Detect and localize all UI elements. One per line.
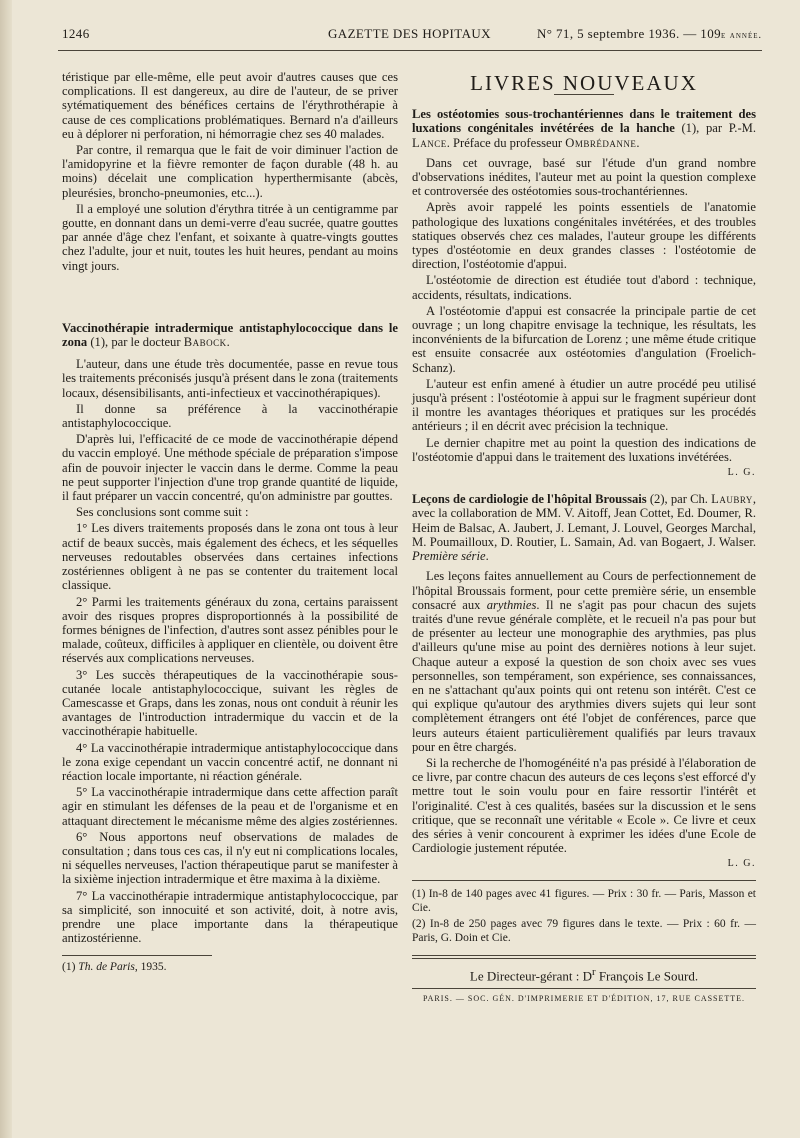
paragraph: Dans cet ouvrage, basé sur l'étude d'un grand nombre d'observations inédites, l'auteur met au point la question complexe et controversée des ostéotomies sous-trochantériennes. bbox=[412, 155, 756, 199]
paragraph: L'auteur, dans une étude très documentée, passe en revue tous les traitements préconisés jusqu'à présent dans le zona (traitements locaux, désensibilisants, anti-infectieux et vaccinothérapiques). bbox=[62, 357, 398, 400]
journal-title: GAZETTE DES HOPITAUX bbox=[328, 26, 491, 41]
paragraph: Il donne sa préférence à la vaccinothérapie antistaphylococcique. bbox=[62, 401, 398, 431]
paragraph: Les leçons faites annuellement au Cours de perfectionnement de l'hôpital Broussais forment, pour cette première série, un ensemble consacré aux arythmies. Il ne s'agit pas pour chacun des sujets traités d'une revue générale complète, et le recueil n'a pas pour but de présenter au lecteur une monographie des arythmies, pas plus d'ailleurs qu'une mise au point des dernières notions à leur sujet. Chaque auteur a exposé la question de son choix avec ses vues personnelles, son tempérament, son expérience, ses connaissances, en ne s'attachant qu'aux points qui ont retenu son intérêt. C'est ce qui explique qu'autour des arythmies divers sujets qui leur sont complètement étrangers ont été l'objet de conférences, parce que leurs auteurs étaient particulièrement qualifiés par leurs travaux pour en être chargés. bbox=[412, 569, 757, 754]
paragraph: 3° Les succès thérapeutiques de la vaccinothérapie sous-cutanée locale antistaphylococcique, suivant les règles de Camescasse et Graps, dans les zonas, nous ont conduit à réunir les avantages de l'introduction intradermique du vaccin et de la vaccinothérapie habituelle. bbox=[62, 667, 398, 739]
paragraph: L'ostéotomie de direction est étudiée tout d'abord : technique, accidents, résultats, indications. bbox=[412, 273, 756, 302]
paragraph: 2° Parmi les traitements généraux du zona, certains paraissent avoir des risques propres disproportionnés à la possibilité de formes bénignes de l'infection, d'autres sont assez pénibles pour le malade, coûteux, difficiles à appliquer en clientèle, ou doivent être réservés aux complications nerveuses. bbox=[62, 594, 398, 666]
right-column bbox=[412, 70, 756, 1008]
paragraph: 4° La vaccinothérapie intradermique antistaphylococcique dans le zona exige cependant un vaccin concentré actif, ne donnant ni réaction locale importante, ni réaction générale. bbox=[62, 740, 398, 783]
page-number: 1246 bbox=[62, 26, 90, 41]
header-rule bbox=[58, 50, 762, 51]
paragraph: Il a employé une solution d'érythra titrée à un centigramme par goutte, en donnant dans un demi-verre d'eau sucrée, quatre gouttes par année d'âge chez l'enfant, et soixante à quatre-vingts gouttes chez l'adulte, jour et nuit, toutes les huit heures, pendant au moins vingt jours. bbox=[62, 201, 398, 273]
director-manager-line: Le Directeur-gérant : $D^r$ François Le Sourd. bbox=[469, 966, 699, 984]
page-binding-edge bbox=[0, 0, 12, 1138]
notes-rule bbox=[412, 880, 756, 881]
printer-rule bbox=[412, 988, 756, 989]
page-header bbox=[58, 26, 762, 48]
article-author: Babock bbox=[183, 335, 227, 350]
paragraph: Ses conclusions sont comme suit : bbox=[76, 505, 249, 520]
review-signature: L. G. bbox=[727, 858, 756, 870]
paragraph: 1° Les divers traitements proposés dans le zona ont tous à leur actif de beaux succès, mais également des échecs, et les séquelles nerveuses redoutables observées dans certaines infections zostériennes obligent à ne pas se contenter du traitement local classique. bbox=[62, 521, 398, 593]
paragraph: Après avoir rappelé les points essentiels de l'anatomie pathologique des luxations congénitales invétérées, et des troubles statiques observés chez ces malades, l'auteur groupe les différents types d'ostéotomie en deux grandes classes : l'ostéotomie de direction, l'ostéotomie d'appui. bbox=[412, 200, 756, 272]
spacer bbox=[62, 275, 398, 315]
paragraph: Par contre, il remarqua que le fait de voir diminuer l'action de l'amidopyrine et la fièvre remonter de façon durable (48 h. au moins) décelait une complication hyperthermisante (abcès, pleurésies, broncho-pneumonies, etc...). bbox=[62, 143, 398, 200]
reference-note: (2) In-8 de 250 pages avec 79 figures dans le texte. — Prix : 60 fr. — Paris, G. Doin et Cie. bbox=[412, 917, 756, 945]
paragraph: 5° La vaccinothérapie intradermique dans cette affection paraît agir en stimulant les défenses de la peau et de l'organisme et en attaquant directement le mécanisme même des algies zostériennes. bbox=[62, 785, 398, 828]
footnote: (1) Th. de Paris, 1935. bbox=[62, 961, 167, 974]
reference-note: (1) In-8 de 140 pages avec 41 figures. — Prix : 30 fr. — Paris, Masson et Cie. bbox=[412, 887, 756, 914]
section-title: LIVRES NOUVEAUX bbox=[470, 71, 698, 95]
issue-year-suffix: e année. bbox=[721, 30, 762, 41]
issue-info: N° 71, 5 septembre 1936. — 109e année. bbox=[536, 26, 762, 41]
article-heading: Vaccinothérapie intradermique antistaphylococcique dans le zona (1), par le docteur Babock. bbox=[62, 320, 398, 350]
review-signature: L. G. bbox=[727, 467, 756, 479]
double-rule bbox=[412, 955, 756, 959]
printer-imprint: PARIS. — SOC. GÉN. D'IMPRIMERIE ET D'ÉDITION, 17, RUE CASSETTE. bbox=[422, 993, 746, 1003]
paragraph: Si la recherche de l'homogénéité n'a pas présidé à l'élaboration de ce livre, par contre chacun des auteurs de ces leçons s'est efforcé d'y mettre tout le soin voulu pour en faire ressortir l'intérêt et l'originalité. C'est à ces qualités, basées sur la discussion et le sens critique, que se reconnaît une véritable « Ecole ». Ce livre et ceux des séries à venir concourent à exprimer les idées d'une Ecole de Cardiologie justement réputée. bbox=[412, 755, 756, 856]
paragraph: 6° Nous apportons neuf observations de malades de consultation ; dans tous ces cas, il n'y eut ni complications locales, ni séquelles nerveuses, l'action thérapeutique parut se manifester à la sixième injection intradermique et être maxima à la dixième. bbox=[62, 829, 398, 887]
review-heading: Leçons de cardiologie de l'hôpital Broussais (2), par Ch. Laubry, avec la collaboration de MM. V. Aitoff, Jean Cottet, Ed. Doumer, R. Heim de Balsac, A. Jaubert, J. Lemant, J. Louvel, Georges Marchal, M. Poumailloux, D. Routier, L. Samain, Ad. van Bogaert, J. Walser. Première série. bbox=[412, 492, 756, 564]
paragraph: Le dernier chapitre met au point la question des indications de l'ostéotomie d'appui dans le traitement des luxations invétérées. bbox=[412, 435, 756, 464]
paragraph: L'auteur est enfin amené à étudier un autre procédé peu utilisé jusqu'à présent : l'ostéotomie à appui sur le fragment supérieur dont il montre les avantages théoriques et pratiques sur les procédés antérieurs ; il en décrit avec précision la technique. bbox=[412, 376, 756, 434]
review-heading: Les ostéotomies sous-trochantériennes dans le traitement des luxations congénitales invétérées de la hanche (1), par P.-M. Lance. Préface du professeur Ombrédanne. bbox=[412, 107, 756, 150]
left-column bbox=[62, 70, 398, 977]
paragraph: A l'ostéotomie d'appui est consacrée la principale partie de cet ouvrage ; un long chapitre envisage la technique, les résultats, les inconvénients de la bifurcation de Lorenz ; une même étude critique est ensuite consacrée aux ostéotomies d'angulation (Froelich-Schanz). bbox=[412, 303, 756, 375]
paragraph: téristique par elle-même, elle peut avoir d'autres causes que ces complications. Il est dangereux, au dire de l'auteur, de se priver sytématiquement des bénéfices certains de l'érythrothérapie à cause de ces complications problématiques. Bernard n'a d'ailleurs eu à déplorer ni perforation, ni hémorragie chez ses 40 malades. bbox=[62, 70, 398, 141]
footnote-rule bbox=[62, 955, 212, 956]
reference-notes bbox=[412, 887, 756, 946]
paragraph: 7° La vaccinothérapie intradermique antistaphylococcique, par sa simplicité, son innocuité et son activité, doit, à notre avis, prendre une place importante dans la thérapeutique antizostérienne. bbox=[62, 888, 398, 946]
paragraph: D'après lui, l'efficacité de ce mode de vaccinothérapie dépend du vaccin employé. Une méthode spéciale de préparation s'impose afin de pouvoir injecter le vaccin dans le derme. Comme la peau ne peut supporter l'injection d'une trop grande quantité de liquide, il faut préparer un vaccin concentré, qu'on administre par gouttes. bbox=[62, 432, 398, 504]
